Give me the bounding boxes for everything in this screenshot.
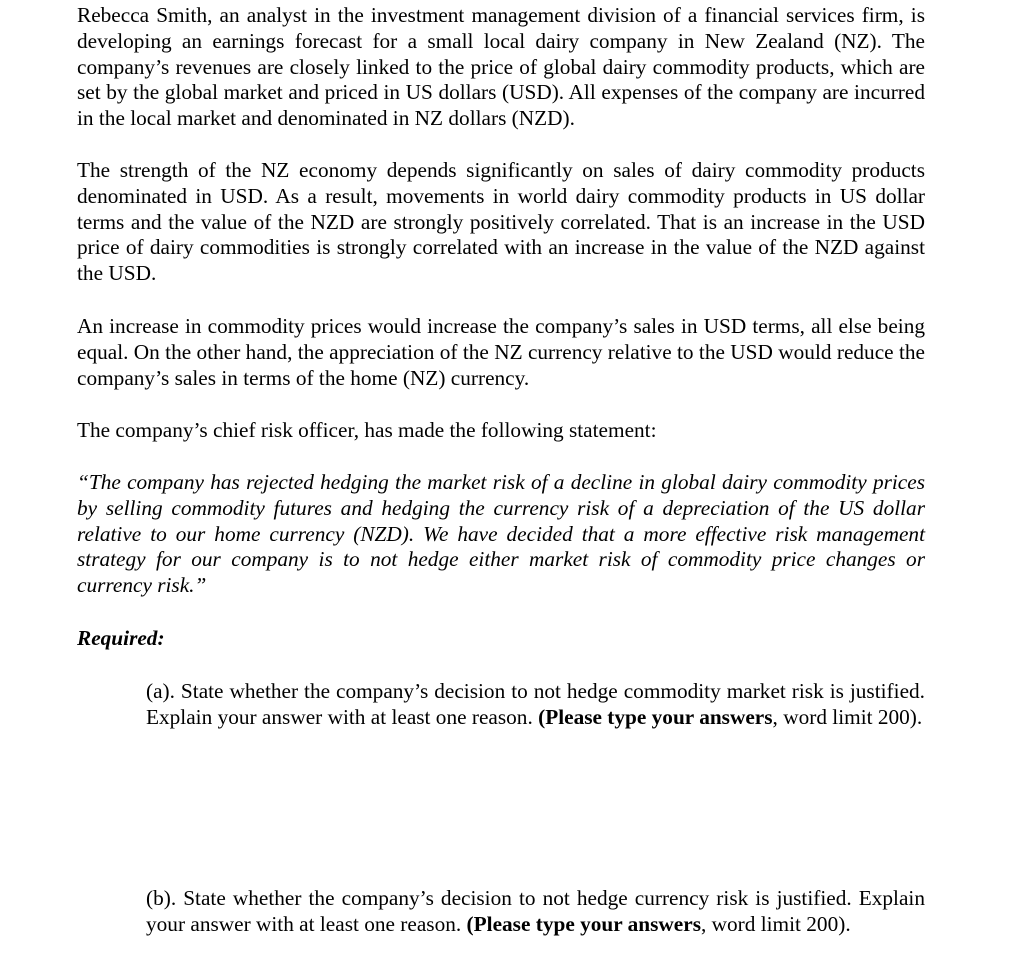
question-a [146,679,925,731]
required-heading: Required: [77,626,165,650]
question-a-instruction: (Please type your answers [538,704,773,729]
intro-paragraph-1: Rebecca Smith, an analyst in the investment management division of a financial services firm, is developing an earnings forecast for a small local dairy company in New Zealand (NZ). The company’s revenues are closely linked to the price of global dairy commodity products, which are set by the global market and priced in US dollars (USD). All expenses of the company are incurred in the local market and denominated in NZ dollars (NZD). [77,3,925,131]
question-a-text: (a). State whether the company’s decision to not hedge commodity market risk is justified. Explain your answer with at least one reason. [146,679,925,729]
question-b-instruction: (Please type your answers [466,911,701,936]
intro-paragraph-4: The company’s chief risk officer, has made the following statement: [77,418,657,442]
risk-officer-quote: “The company has rejected hedging the market risk of a decline in global dairy commodity prices by selling commodity futures and hedging the currency risk of a depreciation of the US dollar relative to our home currency (NZD). We have decided that a more effective risk management strategy for our company is to not hedge either market risk of commodity price changes or currency risk.” [77,470,925,598]
question-b [146,886,925,938]
question-a-tail: , word limit 200). [772,704,923,729]
question-b-tail: , word limit 200). [700,911,851,936]
question-b-text: (b). State whether the company’s decision to not hedge currency risk is justified. Explain your answer with at least one reason. [146,886,925,936]
intro-paragraph-2: The strength of the NZ economy depends significantly on sales of dairy commodity products denominated in USD. As a result, movements in world dairy commodity products in US dollar terms and the value of the NZD are strongly positively correlated. That is an increase in the USD price of dairy commodities is strongly correlated with an increase in the value of the NZD against the USD. [77,158,925,286]
intro-paragraph-3: An increase in commodity prices would increase the company’s sales in USD terms, all else being equal. On the other hand, the appreciation of the NZ currency relative to the USD would reduce the company’s sales in terms of the home (NZ) currency. [77,314,925,390]
